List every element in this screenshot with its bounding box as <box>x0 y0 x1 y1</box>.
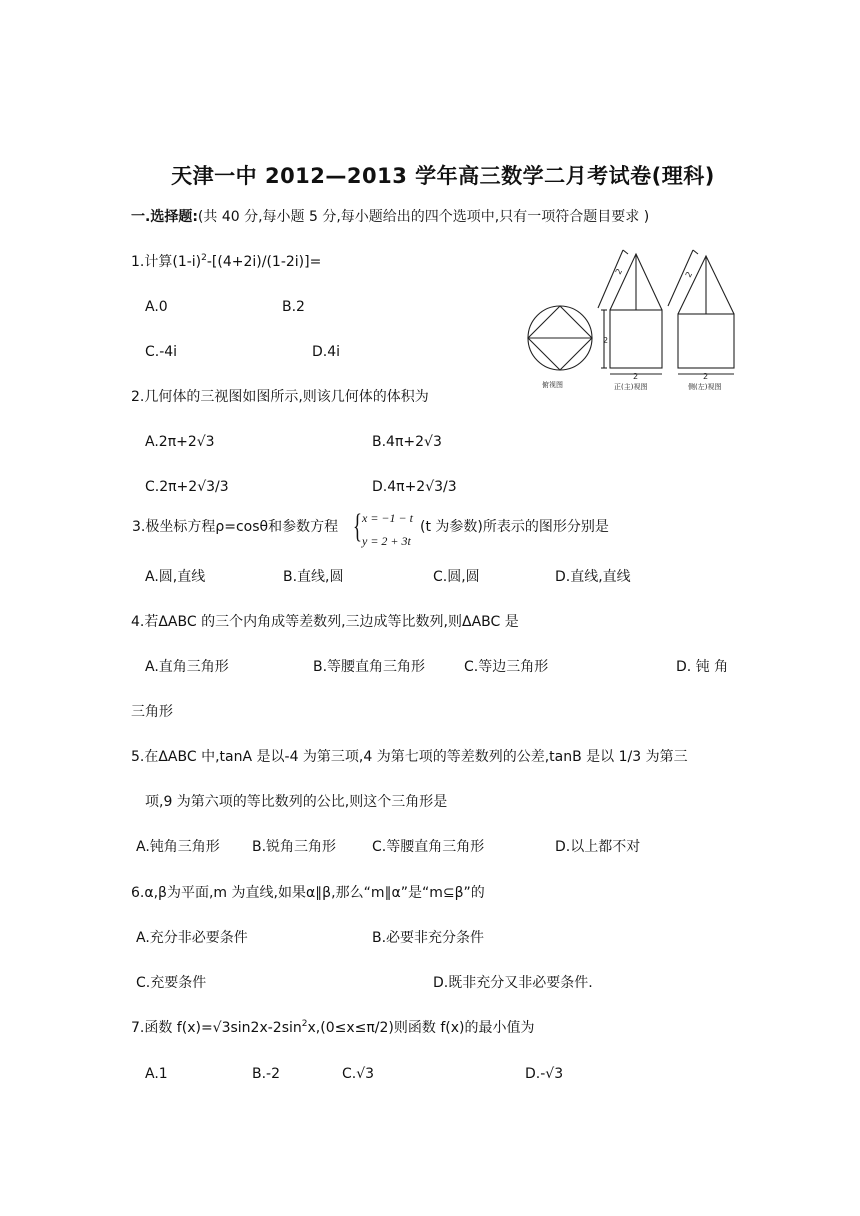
exam-title: 天津一中 2012—2013 学年高三数学二月考试卷(理科) <box>171 164 715 188</box>
q3-stem-b: (t 为参数)所表示的图形分别是 <box>420 519 609 535</box>
q3-option-b: B.直线,圆 <box>283 569 344 585</box>
q3-option-a: A.圆,直线 <box>145 569 206 585</box>
q6-option-a: A.充分非必要条件 <box>136 930 248 946</box>
q2-option-c: C.2π+2√3/3 <box>145 479 229 495</box>
q5-stem-line2: 项,9 为第六项的等比数列的公比,则这个三角形是 <box>145 794 448 810</box>
q7-option-b: B.-2 <box>252 1066 281 1082</box>
q6-option-b: B.必要非充分条件 <box>372 930 485 946</box>
q3-option-d: D.直线,直线 <box>555 569 631 585</box>
q4-option-c: C.等边三角形 <box>464 659 549 675</box>
q5-option-b: B.锐角三角形 <box>252 839 337 855</box>
q1-option-a: A.0 <box>145 299 168 315</box>
q3-equation-x: x = −1 − t <box>362 511 413 525</box>
side-width-dimension: 2 <box>703 372 709 381</box>
q1-exponent: 2 <box>201 253 207 263</box>
front-height-dimension: 2 <box>603 336 609 345</box>
side-slant-dimension: 2 <box>683 270 695 279</box>
front-view-drawing <box>598 250 662 374</box>
q7-option-c: C.√3 <box>342 1066 375 1082</box>
q7-exponent: 2 <box>301 1019 308 1029</box>
q5-option-a: A.钝角三角形 <box>136 839 220 855</box>
q3-stem-a: 3.极坐标方程ρ=cosθ和参数方程 <box>132 519 339 535</box>
q7-stem-a: 7.函数 f(x)=√3sin2x-2sin <box>131 1020 302 1036</box>
section-desc: (共 40 分,每小题 5 分,每小题给出的四个选项中,只有一项符合题目要求 ) <box>197 209 650 225</box>
three-view-figure <box>520 246 746 394</box>
q7-stem <box>131 1019 534 1037</box>
q1-option-c: C.-4i <box>145 344 178 360</box>
q6-stem: 6.α,β为平面,m 为直线,如果α∥β,那么“m∥α”是“m⊆β”的 <box>131 885 485 901</box>
q4-option-d: D. 钝 角 <box>676 659 729 675</box>
q1-stem-b: -[(4+2i)/(1-2i)]= <box>206 254 322 270</box>
q2-stem: 2.几何体的三视图如图所示,则该几何体的体积为 <box>131 389 429 405</box>
q5-stem-line1: 5.在ΔABC 中,tanA 是以-4 为第三项,4 为第七项的等差数列的公差,tanB 是以 1/3 为第三 <box>131 749 688 765</box>
q1-stem-a: 1.计算(1-i) <box>131 254 202 270</box>
q7-stem-b: x,(0≤x≤π/2)则函数 f(x)的最小值为 <box>307 1020 535 1036</box>
top-view-label: 俯视图 <box>542 381 563 389</box>
section-heading <box>131 208 649 226</box>
q4-option-a: A.直角三角形 <box>145 659 229 675</box>
top-view-drawing <box>528 306 592 370</box>
q4-stem: 4.若ΔABC 的三个内角成等差数列,三边成等比数列,则ΔABC 是 <box>131 614 519 630</box>
section-label: 一.选择题: <box>131 209 198 225</box>
side-view-label: 侧(左)视图 <box>688 383 722 391</box>
q1-option-d: D.4i <box>312 344 341 360</box>
q4-option-b: B.等腰直角三角形 <box>313 659 426 675</box>
front-view-label: 正(主)视图 <box>614 383 648 391</box>
q3-option-c: C.圆,圆 <box>433 569 480 585</box>
q1-stem <box>131 253 321 271</box>
q6-option-d: D.既非充分又非必要条件. <box>433 975 593 991</box>
q1-option-b: B.2 <box>282 299 305 315</box>
side-view-drawing <box>668 250 734 374</box>
q6-option-c: C.充要条件 <box>136 975 207 991</box>
q2-option-a: A.2π+2√3 <box>145 434 215 450</box>
q7-option-a: A.1 <box>145 1066 168 1082</box>
system-brace: { <box>353 508 362 545</box>
q7-option-d: D.-√3 <box>525 1066 564 1082</box>
q4-option-d-continued: 三角形 <box>131 704 173 720</box>
front-width-dimension: 2 <box>633 372 639 381</box>
front-slant-dimension: 2 <box>613 267 625 276</box>
q2-option-b: B.4π+2√3 <box>372 434 442 450</box>
q5-option-d: D.以上都不对 <box>555 839 641 855</box>
q2-option-d: D.4π+2√3/3 <box>372 479 457 495</box>
q3-equation-y: y = 2 + 3t <box>362 534 411 548</box>
q5-option-c: C.等腰直角三角形 <box>372 839 485 855</box>
